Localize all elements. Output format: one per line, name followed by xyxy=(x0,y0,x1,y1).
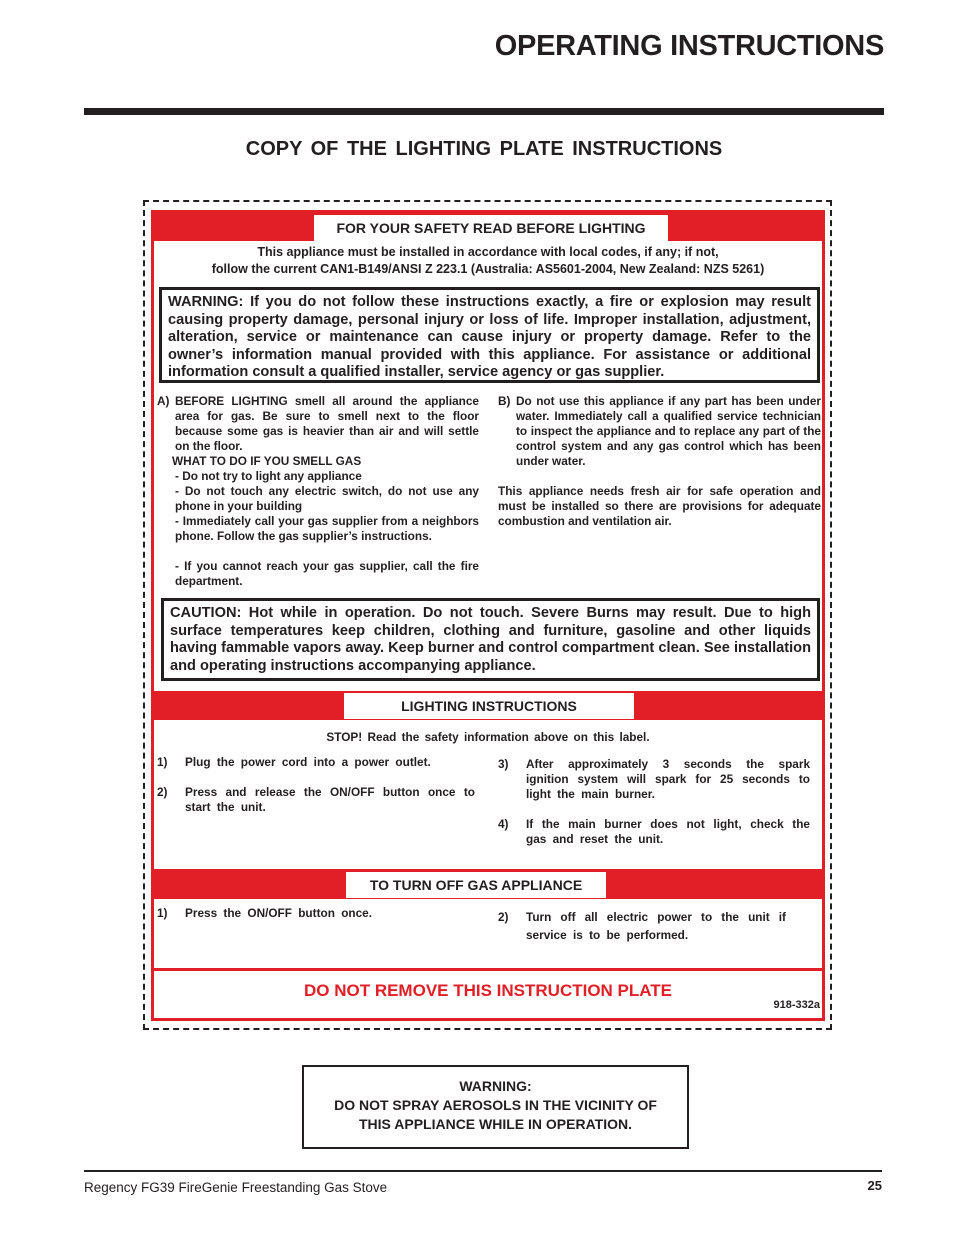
aerosol-warning-line: THIS APPLIANCE WHILE IN OPERATION. xyxy=(358,1116,632,1132)
lighting-label: LIGHTING INSTRUCTIONS xyxy=(344,693,634,719)
step-number: 2) xyxy=(157,785,168,799)
aerosol-warning-box xyxy=(302,1065,689,1149)
turnoff-step xyxy=(157,906,477,926)
plate-code: 918-332a xyxy=(773,999,820,1011)
footer-title: Regency FG39 FireGenie Freestanding Gas Stove xyxy=(84,1180,388,1195)
lighting-step xyxy=(498,757,810,807)
step-text: Turn off all electric power to the unit if service is to be performed. xyxy=(526,910,786,942)
step-number: 4) xyxy=(498,817,509,831)
stop-text: STOP! Read the safety information above on this label. xyxy=(326,730,650,744)
aerosol-warning-line: WARNING: xyxy=(459,1078,532,1094)
caution-box: CAUTION: Hot while in operation. Do not touch. Severe Burns may result. Due to high surface temperatures keep children, clothing and furniture, gasoline and other liquids having fammable vapors away. Keep burner and control compartment clean. See installation and operating instructions accompanying appliance. xyxy=(161,598,820,681)
smell-item: - If you cannot reach your gas supplier, call the fire department. xyxy=(175,559,479,588)
page-title: OPERATING INSTRUCTIONS xyxy=(494,30,884,62)
step-number: 2) xyxy=(498,910,509,924)
step-text: After approximately 3 seconds the spark ignition system will spark for 25 seconds to light the main burner. xyxy=(526,757,810,801)
turnoff-step xyxy=(498,908,810,948)
smell-item: - Do not try to light any appliance xyxy=(175,469,362,483)
footer-rule xyxy=(84,1170,882,1172)
header-rule xyxy=(84,108,884,115)
col-b-text: Do not use this appliance if any part has been under water. Immediately call a qualified service technician to inspect the appliance and to replace any part of the control system and any gas control which has been under water. xyxy=(516,394,821,468)
step-number: 3) xyxy=(498,757,509,771)
step-text: Plug the power cord into a power outlet. xyxy=(185,755,431,769)
install-line-1: This appliance must be installed in accordance with local codes, if any; if not, xyxy=(257,245,719,259)
col-a-marker: A) xyxy=(157,394,170,408)
lighting-step xyxy=(157,755,477,785)
plate-divider xyxy=(154,968,822,971)
turnoff-label: TO TURN OFF GAS APPLIANCE xyxy=(346,872,606,898)
install-line-2: follow the current CAN1-B149/ANSI Z 223.1 (Australia: AS5601-2004, New Zealand: NZS 5261) xyxy=(211,262,765,276)
col-b-marker: B) xyxy=(498,394,511,408)
safety-label: FOR YOUR SAFETY READ BEFORE LIGHTING xyxy=(314,215,668,241)
smell-item: - Immediately call your gas supplier from a neighbors phone. Follow the gas supplier’s instructions. xyxy=(175,514,479,543)
step-text: If the main burner does not light, check the gas and reset the unit. xyxy=(526,817,810,846)
smell-heading: WHAT TO DO IF YOU SMELL GAS xyxy=(172,454,362,468)
warning-box: WARNING: If you do not follow these instructions exactly, a fire or explosion may result causing property damage, personal injury or loss of life. Improper installation, adjustment, alteration, service or maintenance can cause injury or property damage. Refer to the owner’s information manual provided with this appliance. For assistance or additional information consult a qualified installer, service agency or gas supplier. xyxy=(159,287,820,383)
col-a-intro: BEFORE LIGHTING smell all around the appliance area for gas. Be sure to smell next to the floor because some gas is heavier than air and will settle on the floor. xyxy=(175,394,479,453)
page-number: 25 xyxy=(867,1178,882,1193)
do-not-remove-text: DO NOT REMOVE THIS INSTRUCTION PLATE xyxy=(303,981,673,1000)
step-number: 1) xyxy=(157,906,168,920)
aerosol-warning-line: DO NOT SPRAY AEROSOLS IN THE VICINITY OF xyxy=(334,1097,657,1113)
lighting-step xyxy=(498,817,810,849)
lighting-step xyxy=(157,785,477,815)
step-text: Press and release the ON/OFF button once to start the unit. xyxy=(185,785,475,814)
lighting-plate xyxy=(151,210,825,1021)
smell-item: - Do not touch any electric switch, do not use any phone in your building xyxy=(175,484,479,513)
step-number: 1) xyxy=(157,755,168,769)
section-title: COPY OF THE LIGHTING PLATE INSTRUCTIONS xyxy=(245,138,723,160)
fresh-air-text: This appliance needs fresh air for safe operation and must be installed so there are provisions for adequate combustion and ventilation air. xyxy=(498,484,821,528)
step-text: Press the ON/OFF button once. xyxy=(185,906,373,920)
